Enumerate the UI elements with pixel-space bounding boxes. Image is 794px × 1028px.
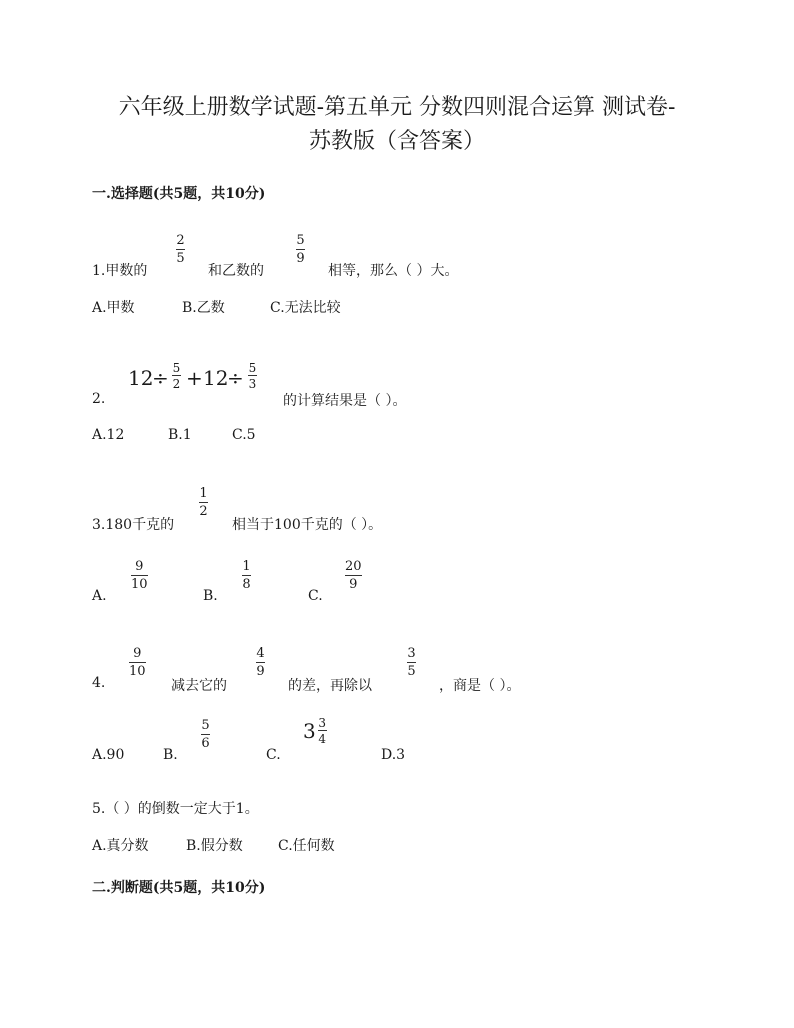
q1-f1-num: 2 <box>176 233 185 248</box>
q4-fraction-3 <box>407 647 416 679</box>
q1-option-b[interactable]: B.乙数 <box>182 300 225 316</box>
q4-f2-den: 9 <box>256 664 265 679</box>
q3-option-c-fraction <box>345 560 362 592</box>
q2-fraction-2 <box>248 362 257 390</box>
q4-option-c-label: C. <box>266 747 281 763</box>
q1-fraction-2 <box>296 234 305 266</box>
q2-option-c[interactable]: C.5 <box>232 427 256 443</box>
q2-f1-num: 5 <box>172 361 181 375</box>
q4-f3-num: 3 <box>407 646 416 661</box>
q3-oa-num: 9 <box>135 559 144 574</box>
q2-f2-den: 3 <box>248 377 257 391</box>
q5-text: 5.（ ）的倒数一定大于1。 <box>92 801 259 817</box>
q2-expr-divide-1: ÷ <box>152 366 169 390</box>
q4-option-a[interactable]: A.90 <box>92 747 125 763</box>
q3-oc-den: 9 <box>349 577 358 592</box>
q4-oc-den: 4 <box>318 732 327 746</box>
q2-expr-plus: + <box>186 366 203 390</box>
q3-oa-den: 10 <box>131 577 148 592</box>
q3-option-c-label: C. <box>308 588 323 604</box>
q3-option-a-fraction <box>131 560 148 592</box>
q2-expr-divide-2: ÷ <box>227 366 244 390</box>
q4-option-b-label: B. <box>163 747 178 763</box>
q2-option-a[interactable]: A.12 <box>92 427 125 443</box>
q1-prefix: 1.甲数的 <box>92 263 148 279</box>
doc-title-line1: 六年级上册数学试题-第五单元 分数四则混合运算 测试卷- <box>118 95 676 120</box>
q4-ob-num: 5 <box>201 718 210 733</box>
q4-text-2: 的差，再除以 <box>288 678 372 694</box>
q3-option-a-label: A. <box>92 588 107 604</box>
q3-suffix: 相当于100千克的（ ）。 <box>232 517 383 533</box>
q2-f1-den: 2 <box>172 377 181 391</box>
q5-option-a[interactable]: A.真分数 <box>92 838 149 854</box>
q2-fraction-1 <box>172 362 181 390</box>
q1-suffix: 相等，那么（ ）大。 <box>328 263 459 279</box>
q4-f3-den: 5 <box>407 664 416 679</box>
q3-ob-num: 1 <box>242 559 251 574</box>
q1-option-c[interactable]: C.无法比较 <box>270 300 341 316</box>
section-heading-choice: 一.选择题(共5题，共10分) <box>92 186 266 202</box>
q1-option-a[interactable]: A.甲数 <box>92 300 135 316</box>
q4-oc-whole: 3 <box>303 719 316 743</box>
q2-option-b[interactable]: B.1 <box>168 427 192 443</box>
q4-oc-fraction <box>318 717 327 745</box>
q4-ob-den: 6 <box>201 736 210 751</box>
q3-f1-num: 1 <box>199 486 208 501</box>
q4-text-3: ，商是（ ）。 <box>439 678 521 694</box>
q2-expr-a: 12 <box>128 366 154 390</box>
q5-option-c[interactable]: C.任何数 <box>278 838 335 854</box>
q5-option-b[interactable]: B.假分数 <box>186 838 243 854</box>
q4-option-b-fraction <box>201 719 210 751</box>
q4-text-1: 减去它的 <box>171 678 227 694</box>
doc-title-line2: 苏教版（含答案） <box>308 129 485 154</box>
section-heading-judgment: 二.判断题(共5题，共10分) <box>92 880 266 896</box>
q1-middle: 和乙数的 <box>208 263 264 279</box>
q4-fraction-2 <box>256 647 265 679</box>
q4-fraction-1 <box>129 647 146 679</box>
q3-oc-num: 20 <box>345 559 362 574</box>
q1-fraction-1 <box>176 234 185 266</box>
q4-f2-num: 4 <box>256 646 265 661</box>
q2-f2-num: 5 <box>248 361 257 375</box>
q4-option-d[interactable]: D.3 <box>381 747 406 763</box>
q1-f1-den: 5 <box>176 251 185 266</box>
q4-option-c-mixed-number <box>303 717 327 745</box>
q2-number: 2. <box>92 391 106 407</box>
q1-f2-num: 5 <box>296 233 305 248</box>
q3-f1-den: 2 <box>199 504 208 519</box>
q4-number: 4. <box>92 675 106 691</box>
q4-f1-num: 9 <box>133 646 142 661</box>
q3-option-b-fraction <box>242 560 251 592</box>
q1-f2-den: 9 <box>296 251 305 266</box>
q4-oc-num: 3 <box>318 716 327 730</box>
q4-f1-den: 10 <box>129 664 146 679</box>
q3-fraction-1 <box>199 487 208 519</box>
q3-ob-den: 8 <box>242 577 251 592</box>
q2-suffix: 的计算结果是（ ）。 <box>283 393 407 409</box>
q3-prefix: 3.180千克的 <box>92 517 175 533</box>
q3-option-b-label: B. <box>203 588 218 604</box>
q2-expr-b: 12 <box>203 366 229 390</box>
